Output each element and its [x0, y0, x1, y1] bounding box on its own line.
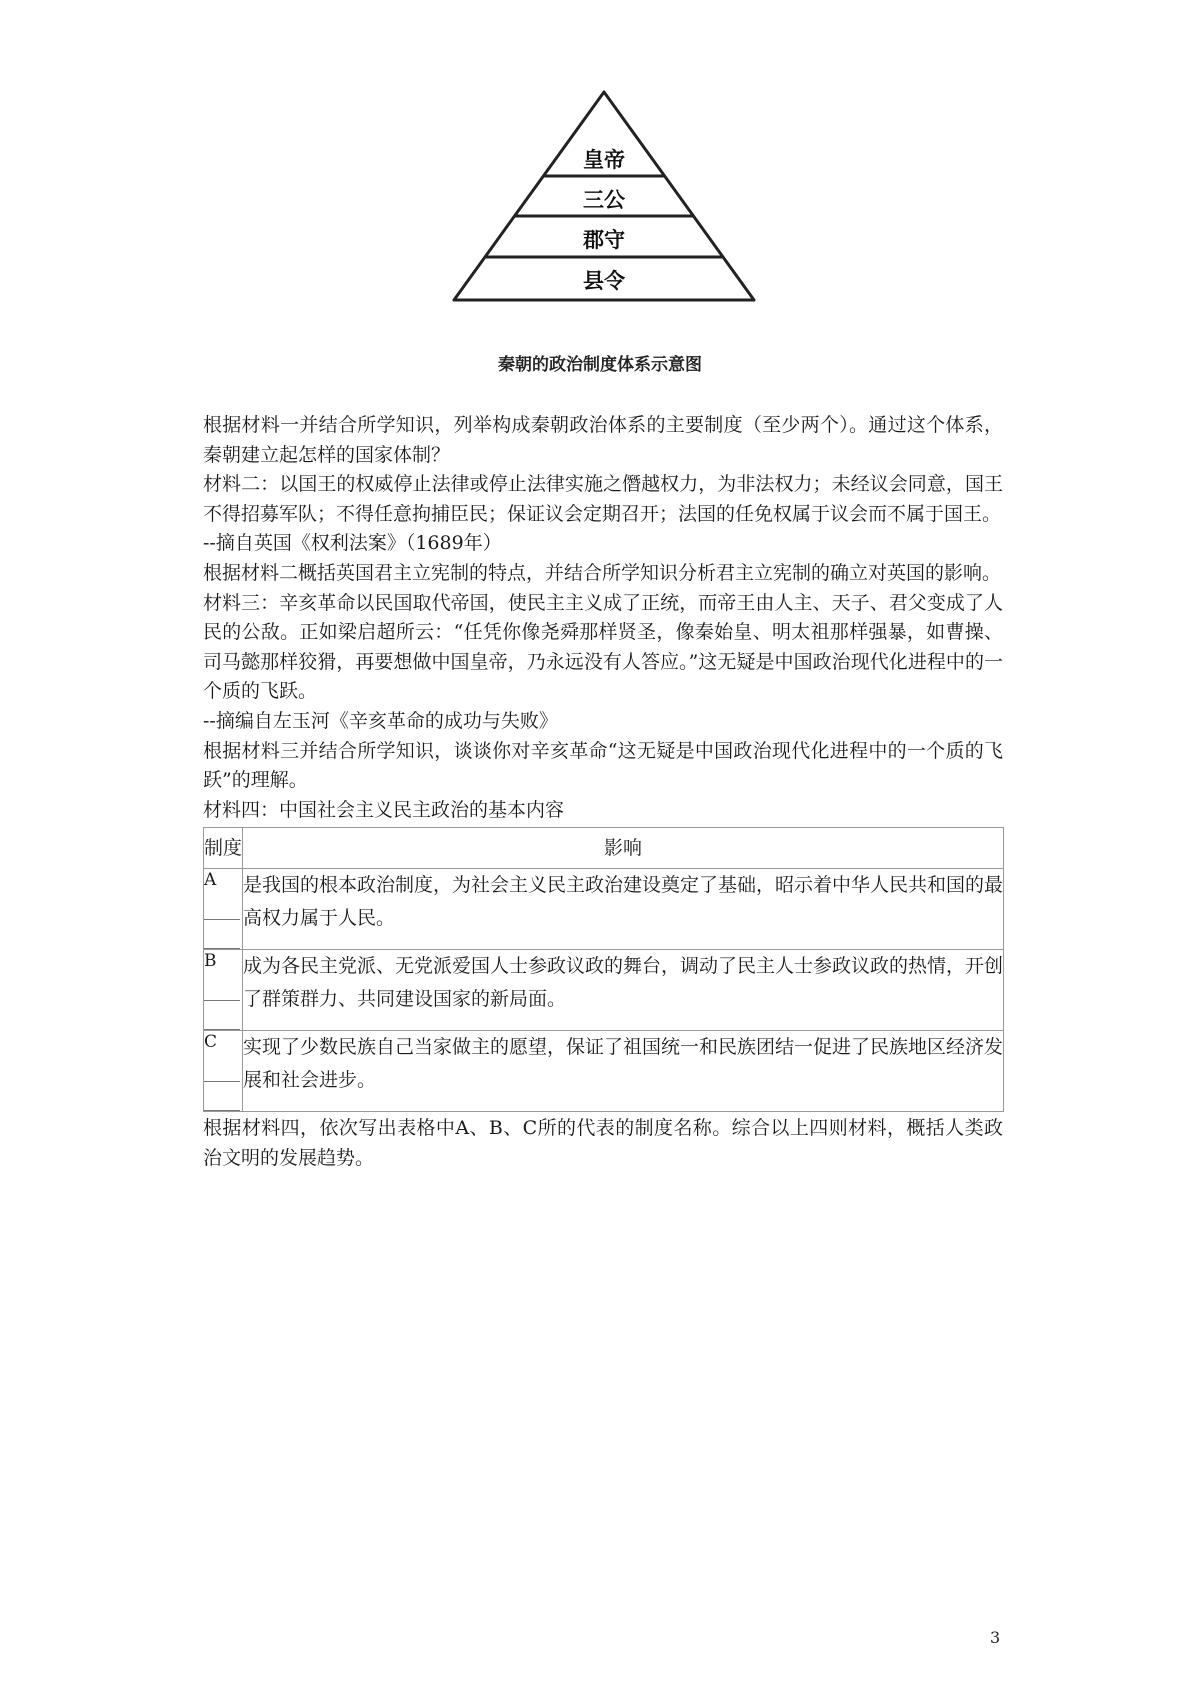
- answer-blank: [204, 1082, 240, 1111]
- question-3: 根据材料三并结合所学知识，谈谈你对辛亥革命“这无疑是中国政治现代化进程中的一个质的飞跃”的理解。: [203, 739, 1003, 792]
- qin-pyramid-diagram: [452, 90, 756, 322]
- answer-blank: [204, 891, 240, 920]
- row-code: A: [204, 870, 217, 891]
- row-code-cell: [204, 950, 243, 1031]
- material-2-source: --摘自英国《权利法案》（1689年）: [203, 532, 502, 555]
- answer-blank: [204, 920, 240, 949]
- pyramid-level-three-dukes: 三公: [583, 188, 625, 212]
- question-2: 根据材料二概括英国君主立宪制的特点，并结合所学知识分析君主立宪制的确立对英国的影响。: [203, 561, 1002, 584]
- header-system: 制度: [204, 828, 243, 869]
- system-table: [203, 827, 1004, 1112]
- figure-caption: 秦朝的政治制度体系示意图: [498, 355, 702, 375]
- material-3: 材料三：辛亥革命以民国取代帝国，使民主主义成了正统，而帝王由人主、天子、君父变成了人民的公敌。正如梁启超所云：“任凭你像尧舜那样贤圣，像秦始皇、明太祖那样强暴，如曹操、司马懿那样狡猾，再要想做中国皇帝，乃永远没有人答应。”这无疑是中国政治现代化进程中的一个质的飞跃。: [203, 591, 1003, 703]
- answer-blank: [204, 1001, 240, 1030]
- table-header-row: [204, 828, 1004, 869]
- material-4: 材料四：中国社会主义民主政治的基本内容: [203, 798, 565, 821]
- row-code: C: [204, 1032, 218, 1053]
- pyramid-level-county: 县令: [583, 269, 625, 293]
- row-code-cell: [204, 869, 243, 950]
- pyramid-level-commandery: 郡守: [583, 228, 625, 252]
- pyramid-level-emperor: 皇帝: [583, 148, 625, 172]
- row-effect: 成为各民主党派、无党派爱国人士参政议政的舞台，调动了民主人士参政议政的热情，开创了群策群力、共同建设国家的新局面。: [243, 950, 1004, 1031]
- table-row: [204, 950, 1004, 1031]
- page-number: 3: [990, 1628, 1001, 1647]
- material-2: 材料二：以国王的权威停止法律或停止法律实施之僭越权力，为非法权力；未经议会同意，国王不得招募军队；不得任意拘捕臣民；保证议会定期召开；法国的任免权属于议会而不属于国王。: [203, 473, 1003, 525]
- question-4: 根据材料四，依次写出表格中A、B、C所的代表的制度名称。综合以上四则材料，概括人类政治文明的发展趋势。: [203, 1117, 1003, 1169]
- table-row: [204, 869, 1004, 950]
- question-1: 根据材料一并结合所学知识，列举构成秦朝政治体系的主要制度（至少两个）。通过这个体系，秦朝建立起怎样的国家体制？: [203, 414, 1003, 466]
- row-code-cell: [204, 1031, 243, 1112]
- row-effect: 是我国的根本政治制度，为社会主义民主政治建设奠定了基础，昭示着中华人民共和国的最高权力属于人民。: [243, 869, 1004, 950]
- answer-blank: [204, 1053, 240, 1082]
- header-effect: 影响: [243, 828, 1004, 869]
- answer-blank: [204, 972, 240, 1001]
- row-effect: 实现了少数民族自己当家做主的愿望，保证了祖国统一和民族团结一促进了民族地区经济发展和社会进步。: [243, 1031, 1004, 1112]
- document-body: [203, 411, 1003, 1174]
- row-code: B: [204, 951, 217, 972]
- table-row: [204, 1031, 1004, 1112]
- material-3-source: --摘编自左玉河《辛亥革命的成功与失败》: [203, 709, 558, 732]
